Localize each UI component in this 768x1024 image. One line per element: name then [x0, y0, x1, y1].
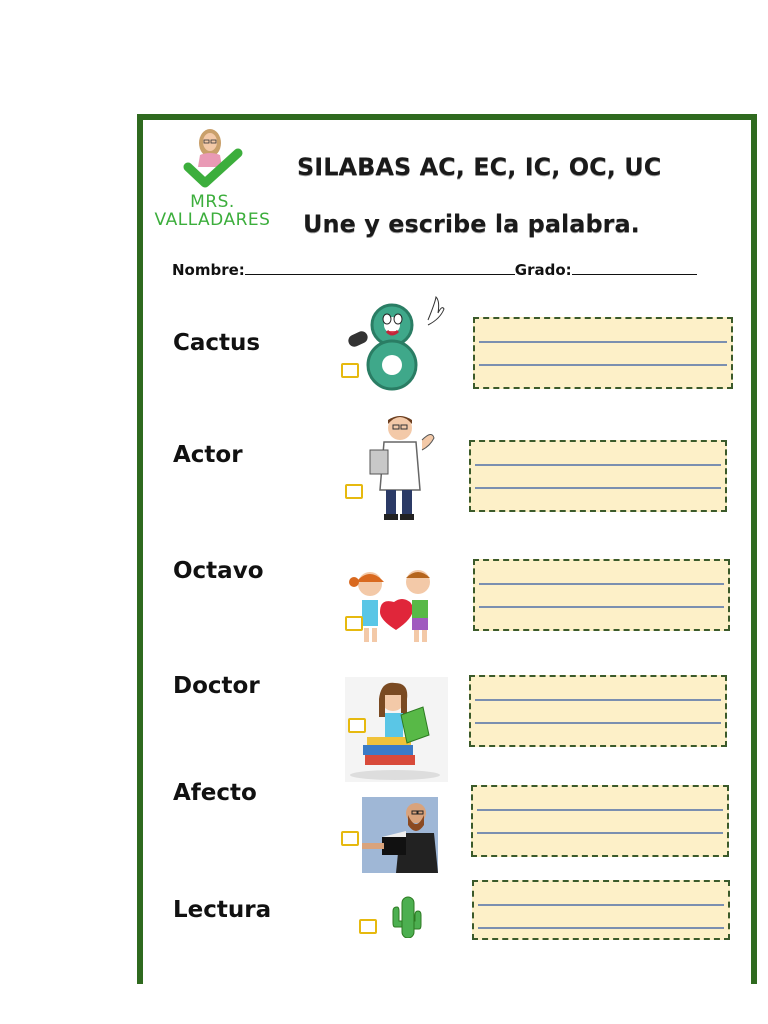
match-checkbox[interactable]: [341, 831, 359, 846]
page-title: SILABAS AC, EC, IC, OC, UC: [297, 153, 662, 181]
answer-box[interactable]: [469, 440, 727, 512]
word-label: Octavo: [173, 558, 264, 584]
match-checkbox[interactable]: [345, 484, 363, 499]
page-subtitle: Une y escribe la palabra.: [303, 210, 640, 238]
teacher-avatar-icon: [150, 125, 275, 195]
match-checkbox[interactable]: [345, 616, 363, 631]
number-eight-icon: [340, 295, 450, 400]
actor-clapperboard-icon: [362, 797, 438, 873]
grado-label: Grado:: [514, 261, 572, 279]
logo-text: MRS. VALLADARES: [154, 192, 271, 230]
word-label: Actor: [173, 442, 243, 468]
teacher-logo: [150, 125, 275, 240]
name-grade-line: [172, 260, 697, 279]
nombre-label: Nombre:: [172, 261, 245, 279]
children-heart-icon: [340, 560, 450, 665]
answer-box[interactable]: [473, 317, 733, 389]
answer-box[interactable]: [472, 880, 730, 940]
match-checkbox[interactable]: [359, 919, 377, 934]
answer-box[interactable]: [473, 559, 730, 631]
doctor-icon: [340, 410, 450, 515]
word-label: Lectura: [173, 897, 272, 923]
word-label: Cactus: [173, 330, 261, 356]
match-checkbox[interactable]: [348, 718, 366, 733]
word-label: Doctor: [173, 673, 260, 699]
nombre-field[interactable]: [245, 260, 515, 275]
cactus-icon: [385, 893, 430, 938]
answer-box[interactable]: [469, 675, 727, 747]
grado-field[interactable]: [572, 260, 697, 275]
answer-box[interactable]: [471, 785, 729, 857]
match-checkbox[interactable]: [341, 363, 359, 378]
word-label: Afecto: [173, 780, 257, 806]
